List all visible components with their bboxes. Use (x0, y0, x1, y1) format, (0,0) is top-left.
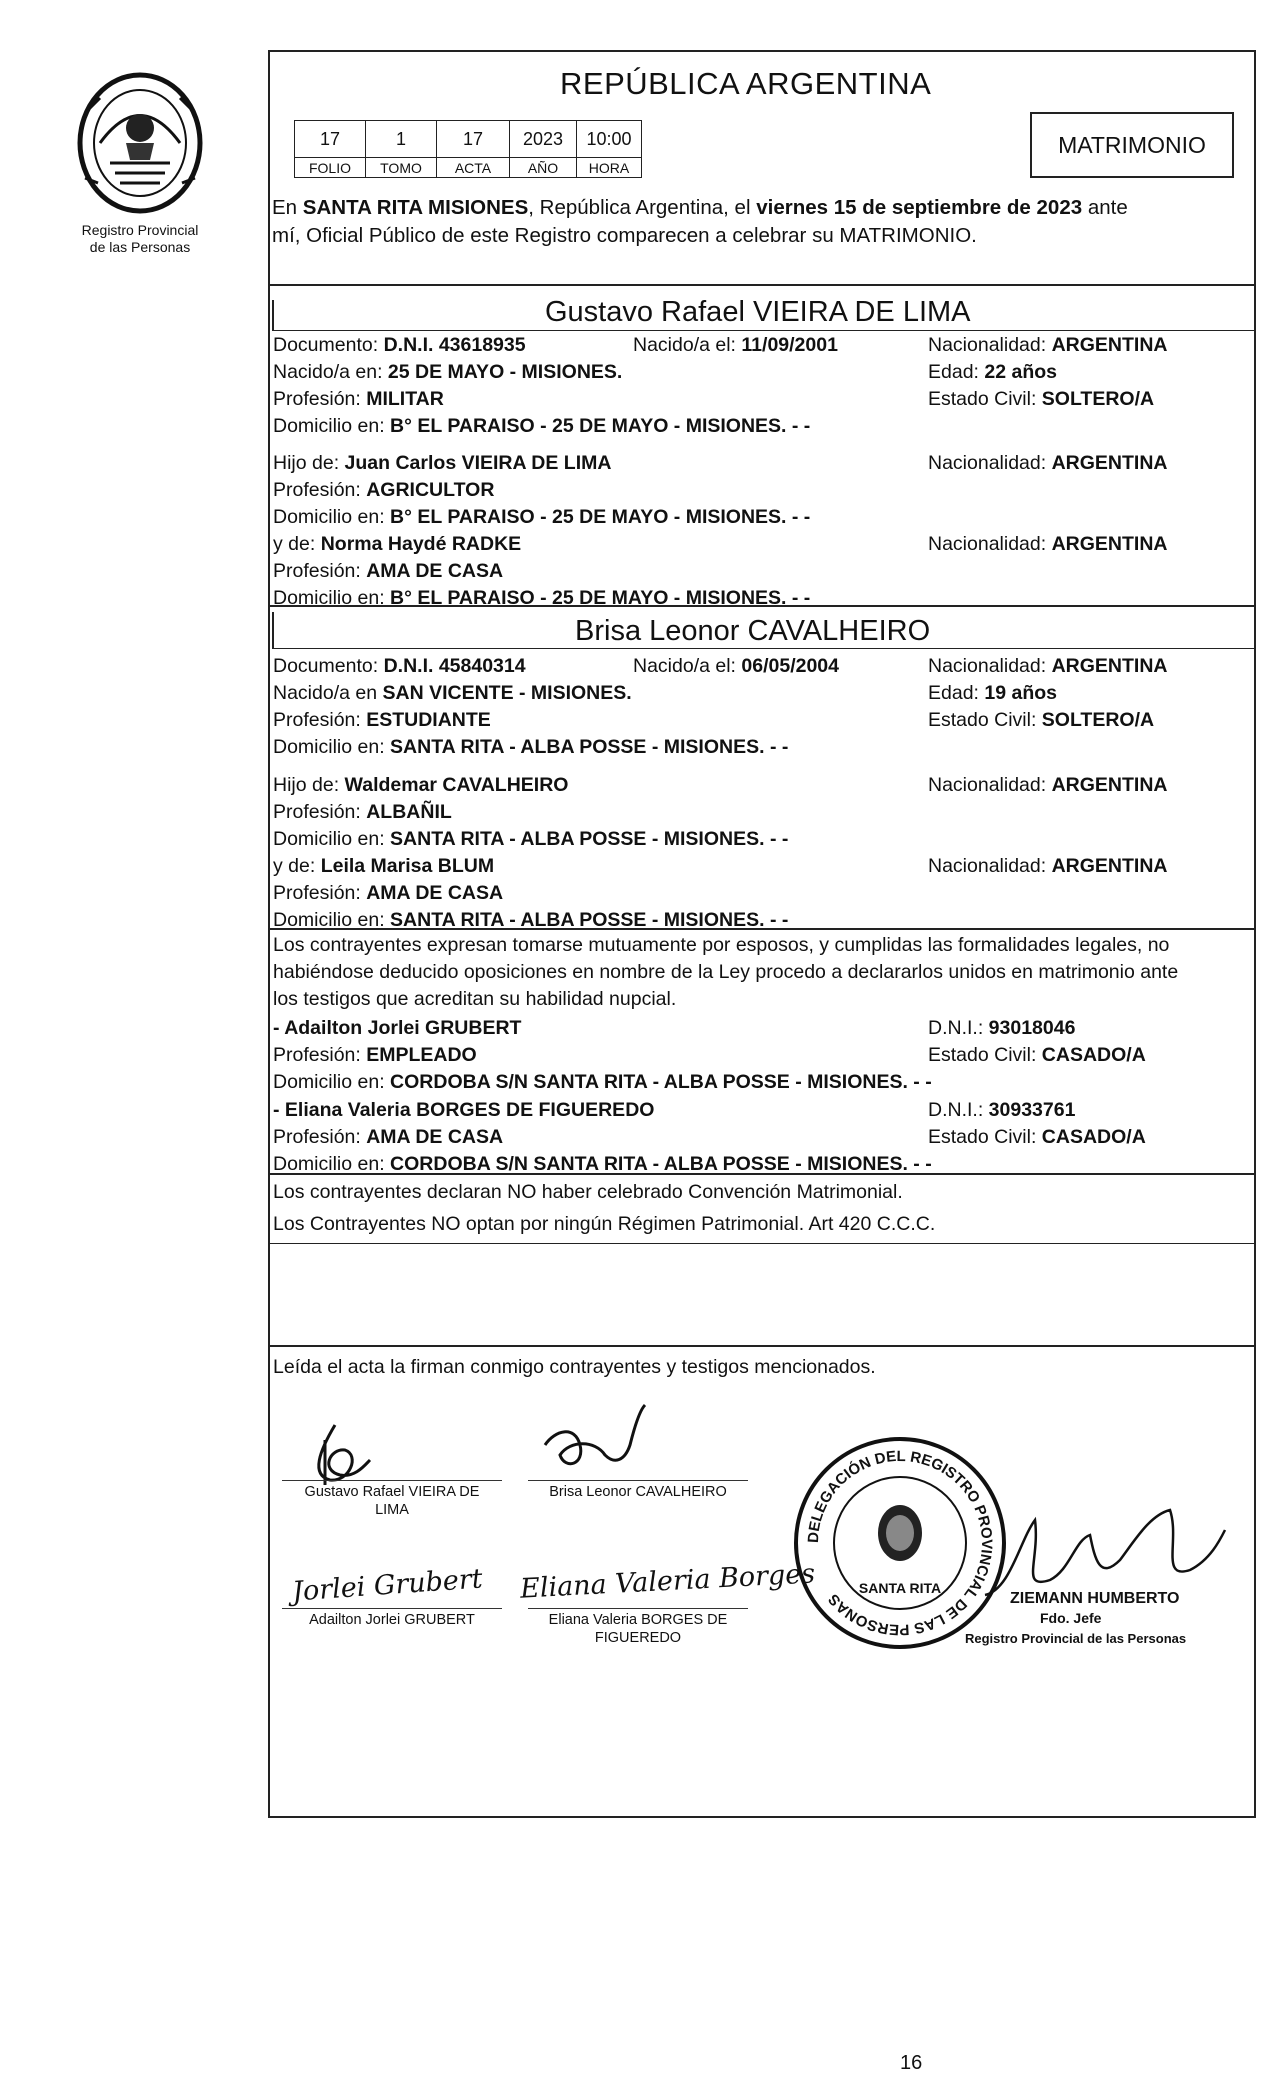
groom-signature-line (282, 1480, 502, 1481)
groom-father-nationality: Nacionalidad: ARGENTINA (928, 452, 1168, 474)
bride-signature-caption: Brisa Leonor CAVALHEIRO (549, 1484, 727, 1500)
official-title: Fdo. Jefe (1040, 1610, 1102, 1626)
acta-label: ACTA (437, 158, 510, 178)
divider-blank (268, 1243, 1256, 1244)
tomo-label: TOMO (366, 158, 437, 178)
bride-mother: y de: Leila Marisa BLUM (273, 855, 495, 877)
bride-birthdate: Nacido/a el: 06/05/2004 (633, 655, 840, 677)
groom-birthdate: Nacido/a el: 11/09/2001 (633, 334, 838, 356)
declaration-line3: los testigos que acreditan su habilidad nupcial. (273, 988, 677, 1010)
folio-label: FOLIO (295, 158, 366, 178)
groom-father-profession: Profesión: AGRICULTOR (273, 479, 495, 501)
witness2-civil-status: Estado Civil: CASADO/A (928, 1126, 1146, 1148)
notes-line1: Los contrayentes declaran NO haber celebrado Convención Matrimonial. (273, 1181, 903, 1203)
hour-value: 10:00 (577, 121, 642, 158)
witness2-signature-line (528, 1608, 748, 1609)
groom-signature-caption-1: Gustavo Rafael VIEIRA DE (304, 1484, 480, 1500)
witness1-signature-line (282, 1608, 502, 1609)
province-seal-logo (70, 68, 210, 218)
bride-father: Hijo de: Waldemar CAVALHEIRO (273, 774, 569, 796)
groom-birthplace: Nacido/a en: 25 DE MAYO - MISIONES. (273, 361, 623, 383)
closing-statement: Leída el acta la firman conmigo contrayentes y testigos mencionados. (273, 1356, 876, 1378)
groom-mother: y de: Norma Haydé RADKE (273, 533, 522, 555)
stamp-center-text: SANTA RITA (858, 1580, 942, 1596)
bride-father-profession: Profesión: ALBAÑIL (273, 801, 452, 823)
divider-groom-name (272, 330, 1256, 331)
declaration-line2: habiéndose deducido oposiciones en nombre de la Ley procedo a declararlos unidos en matrimonio ante (273, 961, 1179, 983)
stamp-ring-text: DELEGACIÓN DEL REGISTRO PROVINCIAL DE LAS PERSONAS (804, 1447, 996, 1639)
bride-civil-status: Estado Civil: SOLTERO/A (928, 709, 1155, 731)
witness2-address: Domicilio en: CORDOBA S/N SANTA RITA - ALBA POSSE - MISIONES. - - (273, 1153, 932, 1175)
groom-father: Hijo de: Juan Carlos VIEIRA DE LIMA (273, 452, 612, 474)
divider-signatures (268, 1345, 1256, 1347)
groom-name-bar (272, 300, 274, 330)
bride-address: Domicilio en: SANTA RITA - ALBA POSSE - MISIONES. - - (273, 736, 789, 758)
bride-nationality: Nacionalidad: ARGENTINA (928, 655, 1168, 677)
witness1-name: - Adailton Jorlei GRUBERT (273, 1017, 522, 1039)
record-type-box (1030, 112, 1234, 178)
intro-line2: mí, Oficial Público de este Registro comparecen a celebrar su MATRIMONIO. (272, 224, 977, 247)
witness2-profession: Profesión: AMA DE CASA (273, 1126, 504, 1148)
acta-value: 17 (437, 121, 510, 158)
bride-age: Edad: 19 años (928, 682, 1058, 704)
witness1-signature-caption: Adailton Jorlei GRUBERT (309, 1612, 475, 1628)
bride-father-nationality: Nacionalidad: ARGENTINA (928, 774, 1168, 796)
groom-profession: Profesión: MILITAR (273, 388, 444, 410)
page-number: 16 (900, 2052, 923, 2074)
groom-right-bar (1254, 330, 1256, 592)
witness2-handwriting: Eliana Valeria Borges (519, 1558, 816, 1605)
bride-signature-line (528, 1480, 748, 1481)
folio-table (294, 120, 642, 178)
groom-father-address: Domicilio en: B° EL PARAISO - 25 DE MAYO - MISIONES. - - (273, 506, 811, 528)
declaration-line1: Los contrayentes expresan tomarse mutuamente por esposos, y cumplidas las formalidades legales, no (273, 934, 1170, 956)
record-type-label: MATRIMONIO (1058, 131, 1206, 158)
witness2-signature-caption-2: FIGUEREDO (594, 1630, 682, 1646)
groom-name: Gustavo Rafael VIEIRA DE LIMA (545, 296, 971, 328)
bride-signature (535, 1400, 655, 1480)
document-title: REPÚBLICA ARGENTINA (560, 66, 932, 101)
witness1-handwriting: Jorlei Grubert (291, 1563, 484, 1608)
bride-mother-nationality: Nacionalidad: ARGENTINA (928, 855, 1168, 877)
groom-mother-profession: Profesión: AMA DE CASA (273, 560, 504, 582)
bride-mother-profession: Profesión: AMA DE CASA (273, 882, 504, 904)
bride-father-address: Domicilio en: SANTA RITA - ALBA POSSE - MISIONES. - - (273, 828, 789, 850)
bride-document: Documento: D.N.I. 45840314 (273, 655, 526, 677)
groom-mother-address: Domicilio en: B° EL PARAISO - 25 DE MAYO - MISIONES. - - (273, 587, 811, 609)
bride-mother-address: Domicilio en: SANTA RITA - ALBA POSSE - MISIONES. - - (273, 909, 789, 931)
witness1-address: Domicilio en: CORDOBA S/N SANTA RITA - ALBA POSSE - MISIONES. - - (273, 1071, 932, 1093)
witness2-dni: D.N.I.: 30933761 (928, 1099, 1076, 1121)
bride-birthplace: Nacido/a en SAN VICENTE - MISIONES. (273, 682, 632, 704)
groom-nationality: Nacionalidad: ARGENTINA (928, 334, 1168, 356)
groom-document: Documento: D.N.I. 43618935 (273, 334, 526, 356)
bride-name-bar (272, 612, 274, 648)
folio-value: 17 (295, 121, 366, 158)
witness1-civil-status: Estado Civil: CASADO/A (928, 1044, 1146, 1066)
divider-header (268, 284, 1256, 286)
tomo-value: 1 (366, 121, 437, 158)
witness2-name: - Eliana Valeria BORGES DE FIGUEREDO (273, 1099, 655, 1121)
year-label: AÑO (510, 158, 577, 178)
groom-civil-status: Estado Civil: SOLTERO/A (928, 388, 1155, 410)
groom-address: Domicilio en: B° EL PARAISO - 25 DE MAYO - MISIONES. - - (273, 415, 811, 437)
hour-label: HORA (577, 158, 642, 178)
official-name: ZIEMANN HUMBERTO (1010, 1590, 1180, 1607)
intro-date: viernes 15 de septiembre de 2023 (756, 196, 1083, 219)
logo-caption-line1: Registro Provincial (81, 222, 199, 238)
groom-signature-caption-2: LIMA (375, 1502, 409, 1518)
year-value: 2023 (510, 121, 577, 158)
intro-line1: En SANTA RITA MISIONES, República Argentina, el viernes 15 de septiembre de 2023 ante (272, 196, 1128, 219)
notes-line2: Los Contrayentes NO optan por ningún Régimen Patrimonial. Art 420 C.C.C. (273, 1213, 936, 1235)
official-stamp (790, 1433, 1010, 1653)
witness1-dni: D.N.I.: 93018046 (928, 1017, 1076, 1039)
witness1-profession: Profesión: EMPLEADO (273, 1044, 477, 1066)
witness2-signature-caption-1: Eliana Valeria BORGES DE (548, 1612, 728, 1628)
divider-bride-name (272, 648, 1256, 649)
groom-mother-nationality: Nacionalidad: ARGENTINA (928, 533, 1168, 555)
bride-name: Brisa Leonor CAVALHEIRO (575, 615, 931, 647)
groom-age: Edad: 22 años (928, 361, 1058, 383)
logo-caption-line2: de las Personas (89, 239, 191, 255)
official-office: Registro Provincial de las Personas (965, 1631, 1187, 1646)
intro-place: SANTA RITA MISIONES (302, 196, 529, 219)
bride-profession: Profesión: ESTUDIANTE (273, 709, 491, 731)
